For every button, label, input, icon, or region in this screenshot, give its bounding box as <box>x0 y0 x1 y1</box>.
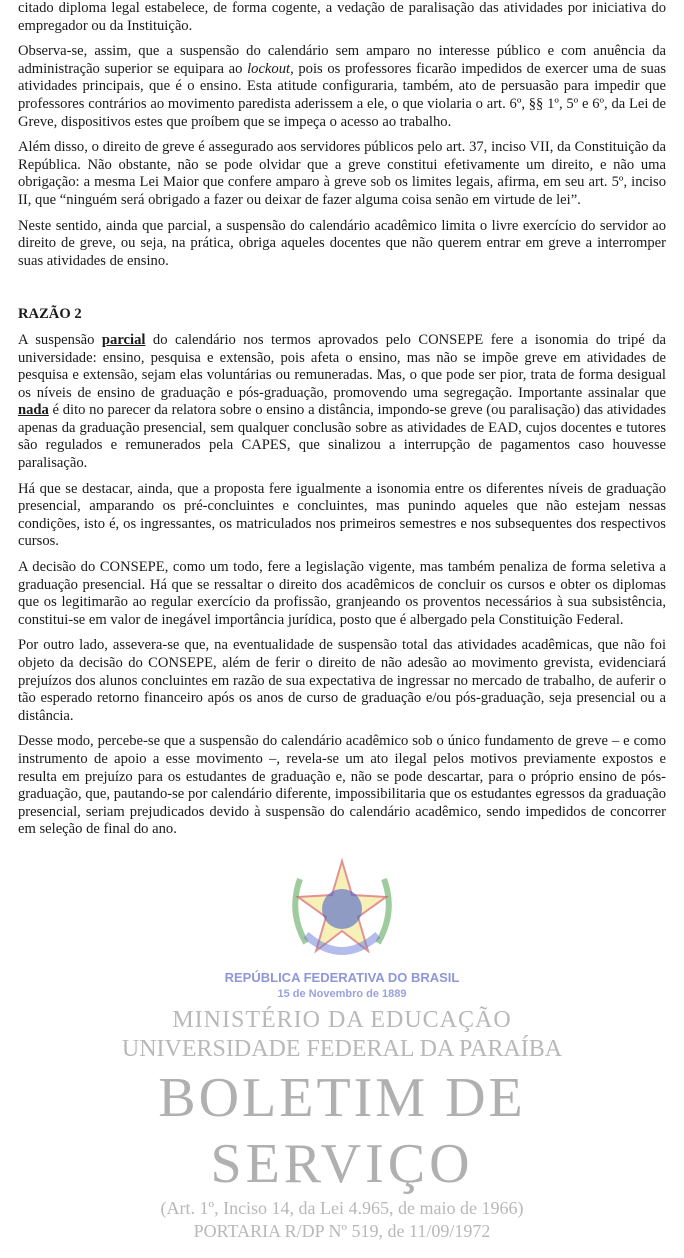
spacer <box>18 278 666 306</box>
paragraph-4 <box>18 332 666 473</box>
paragraph-2: Além disso, o direito de greve é assegurado aos servidores públicos pelo art. 37, inciso VII, da Constituição da República. Não obstante, não se pode olvidar que a greve constitui efetivamente um direito, e não uma obrigação: a mesma Lei Maior que confere amparo à greve sob os limites legais, afirma, em seu art. 5º, inciso II, que “ninguém será obrigado a fazer ou deixar de fazer alguma coisa senão em virtude de lei”. <box>18 139 666 208</box>
lockout-term: lockout <box>247 60 291 77</box>
watermark-servico: SERVIÇO <box>210 1133 474 1196</box>
paragraph-1-text-a: Observa-se, assim, que a suspensão do calendário sem amparo no interesse público e com anuência da administração superior se equipara ao <box>18 43 666 77</box>
emphasis-nada: nada <box>18 402 49 419</box>
watermark-seal-ring-text: REPÚBLICA FEDERATIVA DO BRASIL <box>224 969 460 985</box>
paragraph-1 <box>18 43 666 131</box>
paragraph-0: citado diploma legal estabelece, de forma cogente, a vedação de paralisação das atividades por iniciativa do empregador ou da Instituição. <box>18 0 666 34</box>
paragraph-5: Há que se destacar, ainda, que a proposta fere igualmente a isonomia entre os diferentes níveis de graduação presencial, amparando os pré-concluintes e concluintes, mas punindo aqueles que não estejam nessas condições, isto é, os ingressantes, os matriculados nos primeiros semestres e nos subsequentes dos respectivos cursos. <box>18 480 666 550</box>
watermark-boletim: BOLETIM DE <box>158 1066 526 1129</box>
paragraph-4-text-a: A suspensão <box>18 331 102 348</box>
watermark-university: UNIVERSIDADE FEDERAL DA PARAÍBA <box>121 1036 563 1063</box>
watermark-art-line: (Art. 1º, Inciso 14, da Lei 4.965, de maio de 1966) <box>160 1198 524 1219</box>
paragraph-4-text-b: do calendário nos termos aprovados pelo CONSEPE fere a isonomia do tripé da universidade: ensino, pesquisa e extensão, pois afeta o ensino, mas não se impõe greve em atividades de pesquisa e extensão, sejam elas voluntárias ou remuneradas. Mas, o que pode ser pior, trata de forma desigual os níveis de ensino de graduação e pós-graduação, promovendo uma segregação. Importante assinalar que <box>18 331 666 401</box>
emphasis-parcial: parcial <box>101 331 146 348</box>
watermark-seal-date-text: 15 de Novembro de 1889 <box>277 987 407 1000</box>
watermark-layer <box>0 847 684 1258</box>
paragraph-4-text-c: é dito no parecer da relatora sobre o ensino a distância, impondo-se greve (ou paralisação) das atividades apenas da graduação presencial, sem qualquer conclusão sobre as atividades de EAD, cujos docentes e tutores são regulados e remunerados pela CAPES, que sinalizou a interrupção de pagamentos caso houvesse paralisação. <box>18 402 666 472</box>
section-heading: RAZÃO 2 <box>18 306 82 323</box>
paragraph-6: A decisão do CONSEPE, como um todo, fere a legislação vigente, mas também penaliza de forma seletiva a graduação presencial. Há que se ressaltar o direito dos acadêmicos de concluir os cursos e obter os diplomas que os legitimarão ao regular exercício da profissão, granjeando os proventos necessários à sua subsistência, constitui-se em valor de inegável importância jurídica, posto que é albergado pela Constituição Federal. <box>18 559 666 628</box>
watermark-portaria-line: PORTARIA R/DP Nº 519, de 11/09/1972 <box>193 1221 491 1242</box>
paragraph-3: Neste sentido, ainda que parcial, a suspensão do calendário acadêmico limita o livre exercício do servidor ao direito de greve, ou seja, na prática, obriga aqueles docentes que não querem entrar em greve a interromper suas atividades de ensino. <box>18 217 666 269</box>
coat-of-arms-watermark-icon <box>282 857 402 967</box>
paragraph-8: Desse modo, percebe-se que a suspensão do calendário acadêmico sob o único fundamento de greve – e como instrumento de apoio a esse movimento –, revela-se um ato ilegal pelos motivos previamente expostos e resulta em prejuízo para os estudantes de graduação e, não se pode descartar, para o próprio ensino de pós-graduação, que, pautando-se por calendário diferente, impossibilitaria que os estudantes egressos da graduação presencial, seriam prejudicados devido à suspensão do calendário acadêmico, sendo impedidos de concorrer em seleção de final do ano. <box>18 733 666 838</box>
paragraph-7: Por outro lado, assevera-se que, na eventualidade de suspensão total das atividades acadêmicas, que não foi objeto da decisão do CONSEPE, além de ferir o direito de não adesão ao movimento grevista, evidenciará prejuízos dos alunos concluintes em razão de sua expectativa de ingressar no mercado de trabalho, de auferir o tão esperado retorno financeiro após os anos de curso de graduação e/ou pós-graduação, seja presencial ou a distância. <box>18 637 666 724</box>
paragraph-1-text-b: , pois os professores ficarão impedidos de exercer uma de suas atividades principais, que é o ensino. Esta atitude configuraria, também, ato de persuasão para impedir que professores contrários ao movimento paredista aderissem a ele, o que violaria o art. 6º, §§ 1º, 5º e 6º, da Lei de Greve, dispositivos estes que proíbem que se impeça o acesso ao trabalho. <box>18 60 666 130</box>
watermark-ministry: MINISTÉRIO DA EDUCAÇÃO <box>172 1006 512 1033</box>
document-body <box>18 0 666 839</box>
